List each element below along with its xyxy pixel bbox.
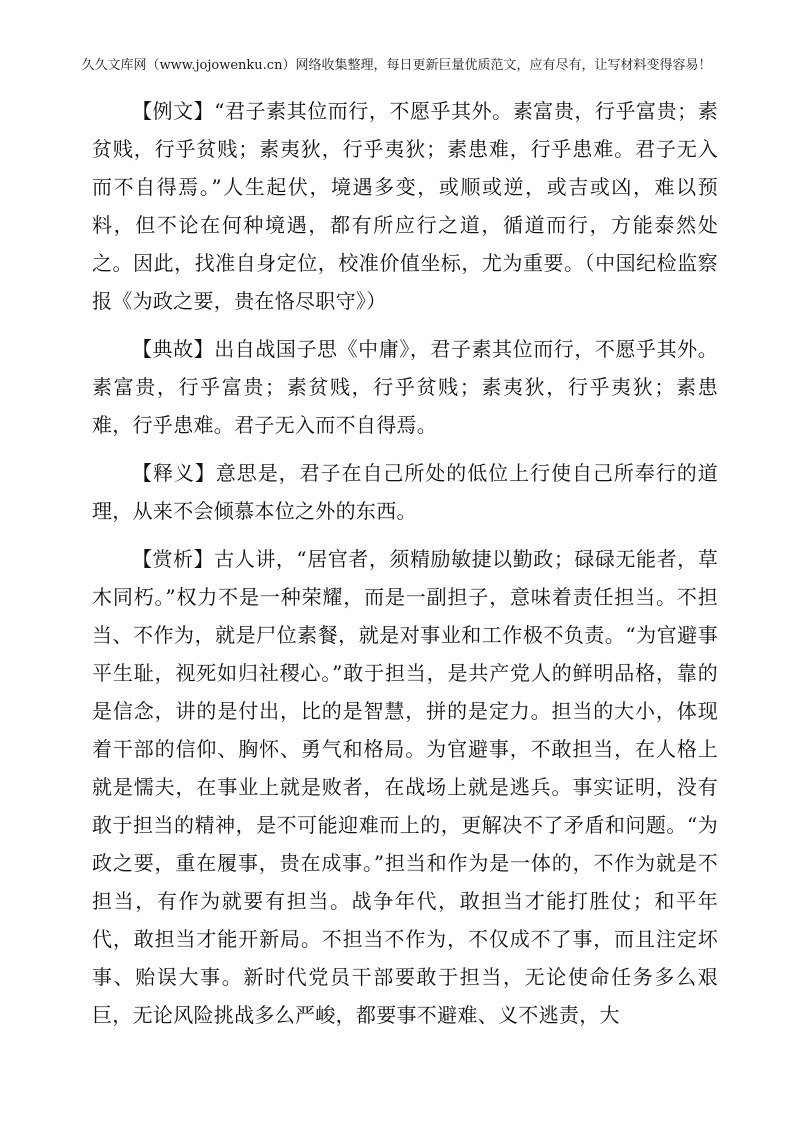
section-label-interpretation: 【释义】 [132, 461, 216, 485]
paragraph-text-allusion: 出自战国子思《中庸》，君子素其位而行，不愿乎其外。素富贵，行乎富贵；素贫贱，行乎贫贱；素夷狄，行乎夷狄；素患难，行乎患难。君子无入而不自得焉。 [92, 337, 719, 437]
paragraph-appreciation [92, 540, 718, 1034]
page-header: 久久文库网（www.jojowenku.cn）网络收集整理，每日更新巨量优质范文，应有尽有，让写材料变得容易！ [81, 58, 712, 73]
paragraph-interpretation [92, 454, 718, 530]
paragraph-allusion [92, 330, 718, 444]
document-body [92, 92, 718, 1044]
paragraph-text-appreciation: 古人讲，“居官者，须精励敏捷以勤政；碌碌无能者，草木同朽。”权力不是一种荣耀，而是一副担子，意味着责任担当。不担当、不作为，就是尸位素餐，就是对事业和工作极不负责。“为官避事平生耻，视死如归社稷心。”敢于担当，是共产党人的鲜明品格，靠的是信念，讲的是付出，比的是智慧，拼的是定力。担当的大小，体现着干部的信仰、胸怀、勇气和格局。为官避事，不敢担当，在人格上就是懦夫，在事业上就是败者，在战场上就是逃兵。事实证明，没有敢于担当的精神，是不可能迎难而上的，更解决不了矛盾和问题。“为政之要，重在履事，贵在成事。”担当和作为是一体的，不作为就是不担当，有作为就要有担当。战争年代，敢担当才能打胜仗；和平年代，敢担当才能开新局。不担当不作为，不仅成不了事，而且注定坏事、贻误大事。新时代党员干部要敢于担当，无论使命任务多么艰巨，无论风险挑战多么严峻，都要事不避难、义不逃责，大 [92, 547, 718, 1027]
paragraph-text-interpretation: 意思是，君子在自己所处的低位上行使自己所奉行的道理，从来不会倾慕本位之外的东西。 [92, 461, 718, 523]
section-label-allusion: 【典故】 [132, 337, 215, 361]
paragraph-example [92, 92, 718, 320]
paragraph-text-example: “君子素其位而行，不愿乎其外。素富贵，行乎富贵；素贫贱，行乎贫贱；素夷狄，行乎夷狄；素患难，行乎患难。君子无入而不自得焉。”人生起伏，境遇多变，或顺或逆，或吉或凶，难以预料，但不论在何种境遇，都有所应行之道，循道而行，方能泰然处之。因此，找准自身定位，校准价值坐标，尤为重要。（中国纪检监察报《为政之要，贵在恪尽职守》） [92, 99, 718, 313]
section-label-example: 【例文】 [132, 99, 215, 123]
section-label-appreciation: 【赏析】 [132, 547, 215, 571]
